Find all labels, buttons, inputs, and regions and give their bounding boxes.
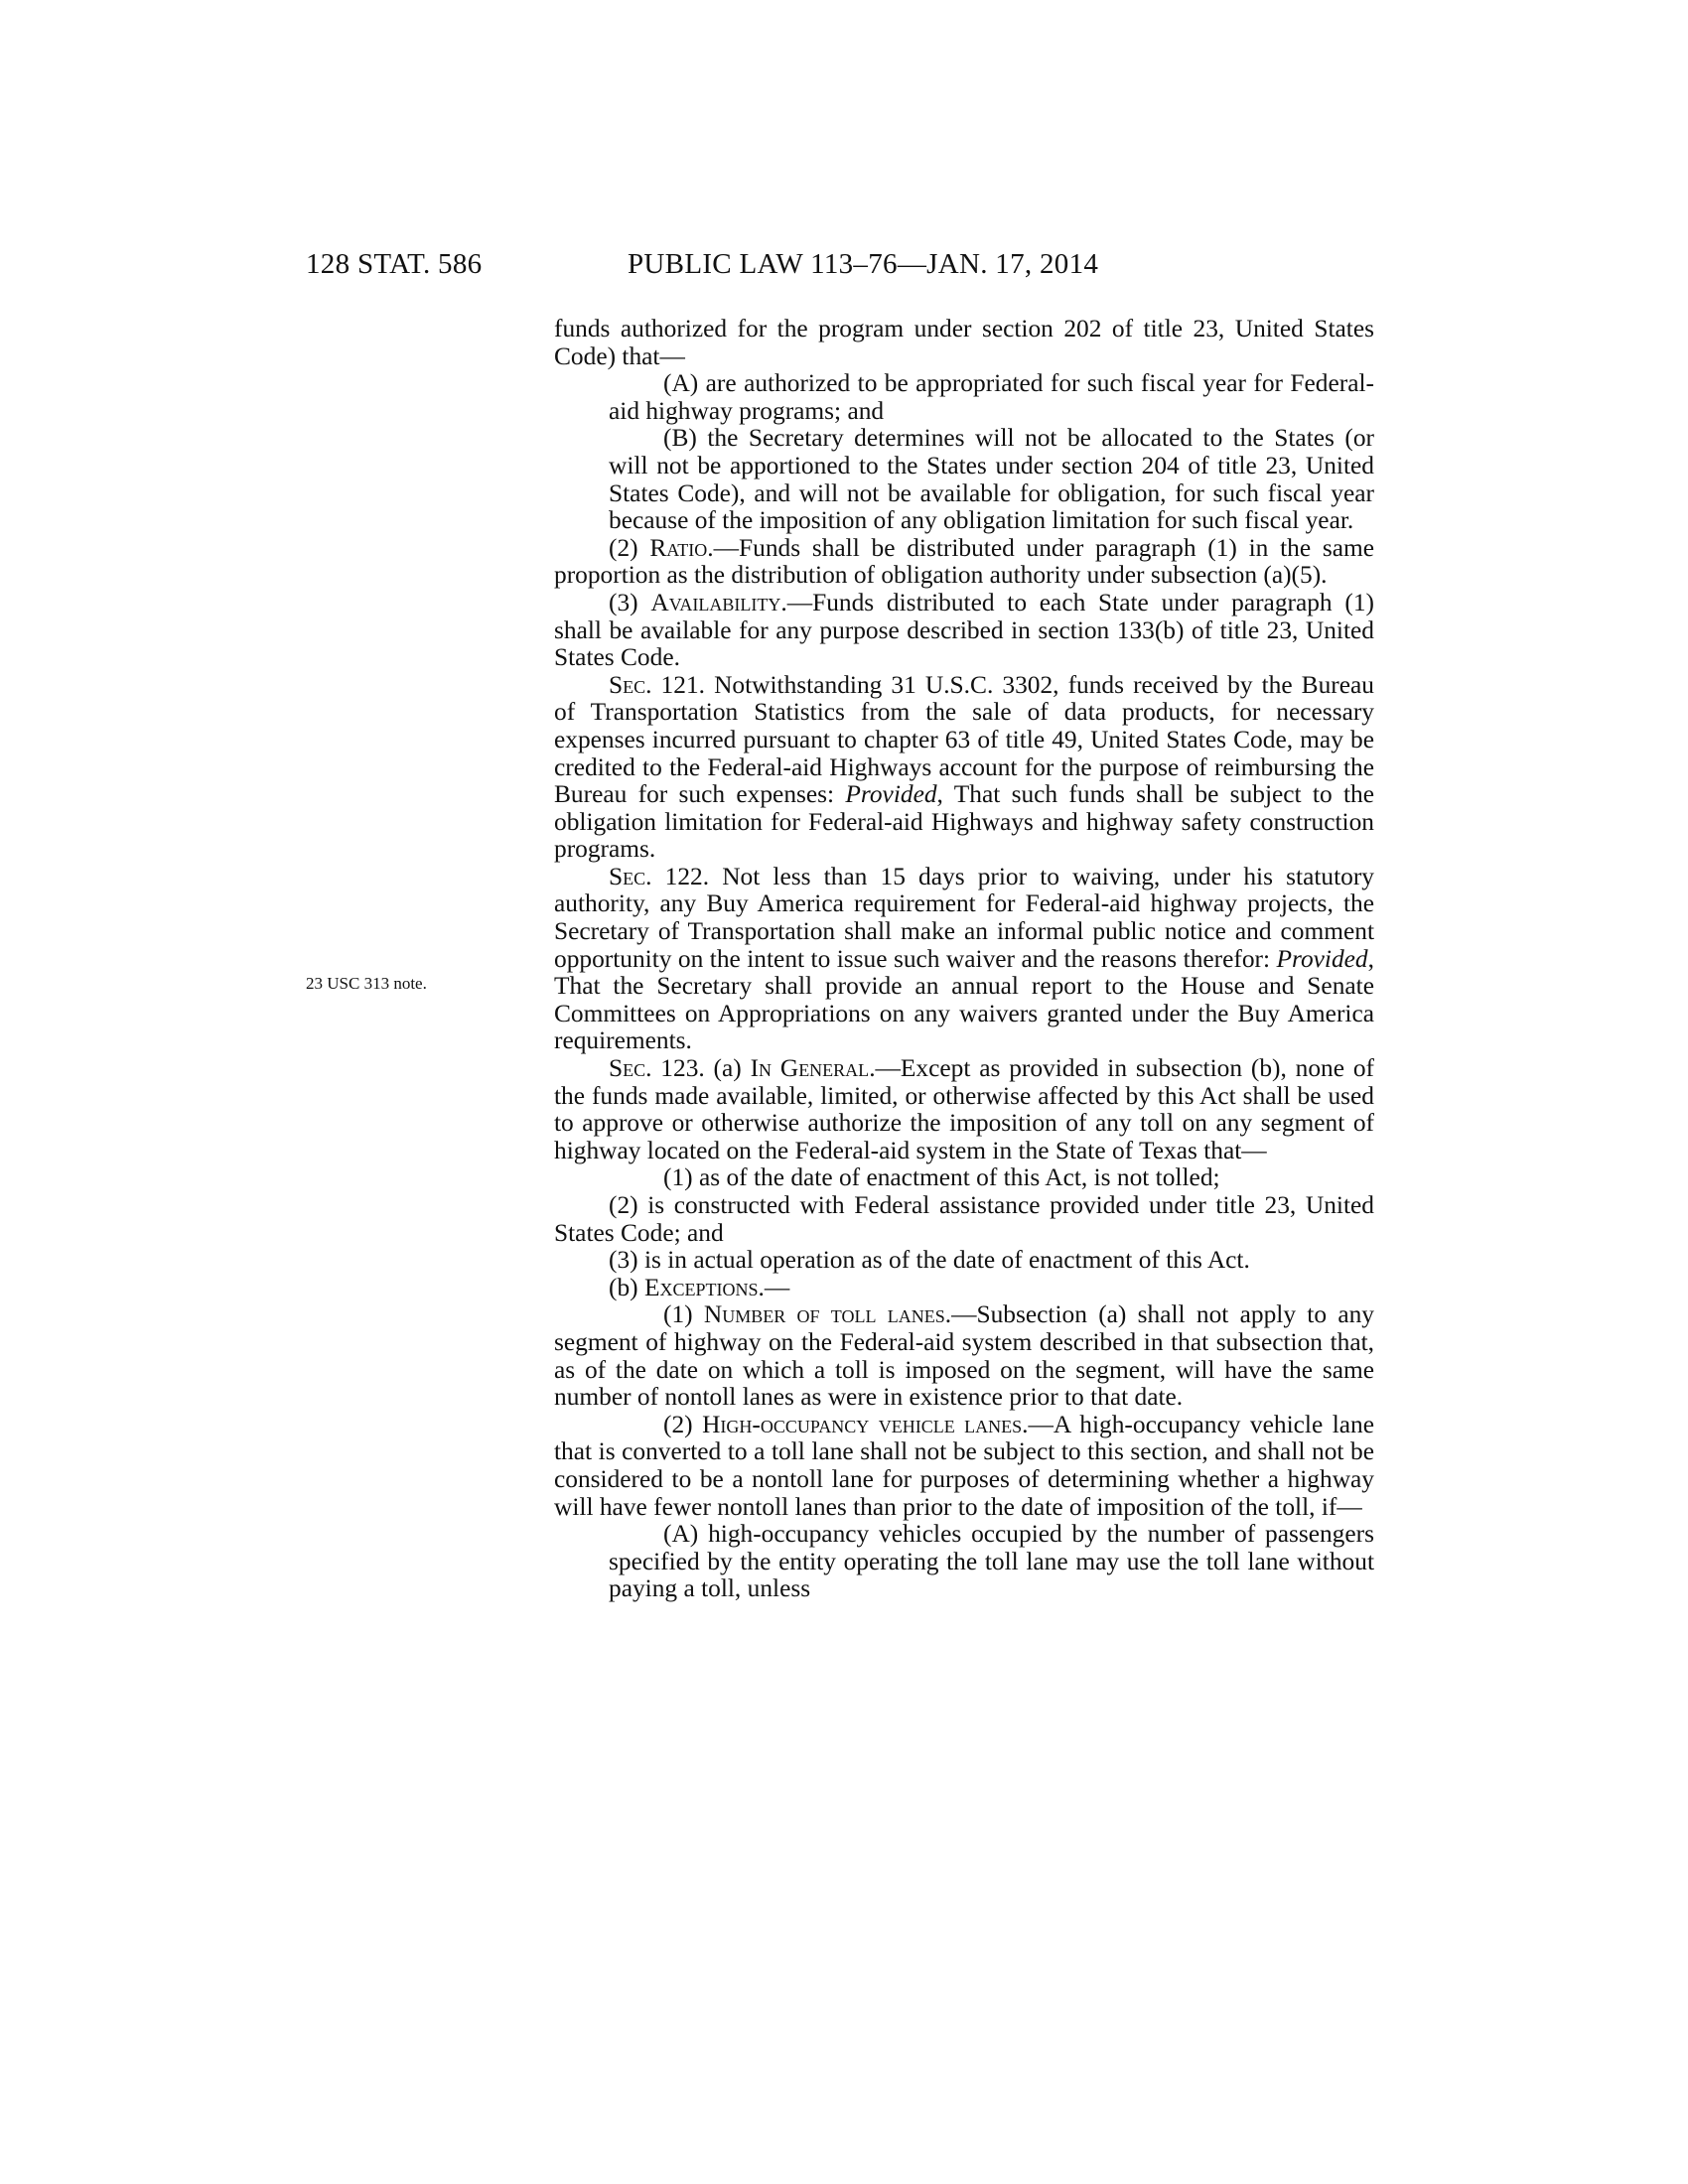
paragraph-availability — [554, 590, 1374, 672]
clause-1: (1) as of the date of enactment of this Act, is not tolled; — [663, 1163, 1220, 1192]
paragraph-continuation: funds authorized for the program under section 202 of title 23, United States Code) that— — [554, 315, 1374, 370]
provided-term: Provided — [1276, 944, 1368, 973]
paragraph-heading: High-occupancy vehicle lanes — [702, 1410, 1023, 1438]
section-label: Sec. — [609, 670, 652, 699]
paragraph-number: (2) — [663, 1410, 703, 1438]
clause-2: (2) is constructed with Federal assistance provided under title 23, United States Code; and — [554, 1191, 1374, 1247]
paragraph-text: .—A high-occupancy vehicle lane that is converted to a toll lane shall not be subject to this section, and shall not be considered to be a nontoll lane for purposes of determining whether a highway will have fewer nontoll lanes than prior to the date of imposition of the toll, if— — [554, 1410, 1374, 1521]
section-text: , That such funds shall be subject to the obligation limitation for Federal-aid Highways and highway safety construction programs. — [554, 780, 1374, 864]
provided-term: Provided — [845, 780, 937, 809]
section-text: , That the Secretary shall provide an annual report to the House and Senate Committees on Appropriations on any waivers granted under the Buy America requirements. — [554, 944, 1374, 1055]
section-heading: In General — [750, 1054, 870, 1083]
paragraph-number: (3) — [609, 588, 638, 616]
paragraph-toll-lanes — [554, 1301, 1374, 1411]
section-122 — [554, 864, 1374, 1055]
paragraph-text: .—Funds shall be distributed under paragraph (1) in the same proportion as the distribution of obligation authority under subsection (a)(5). — [554, 533, 1374, 590]
page-header — [0, 248, 1688, 288]
section-label: Sec. — [609, 1054, 652, 1083]
section-number: 123. (a) — [651, 1054, 751, 1083]
paragraph-heading: Availability — [650, 588, 781, 616]
paragraph-hov-lanes — [554, 1412, 1374, 1521]
section-121 — [554, 672, 1374, 864]
subsection-text: .— — [758, 1273, 790, 1301]
statute-reference: 128 STAT. 586 — [306, 248, 483, 280]
margin-note: 23 USC 313 note. — [306, 974, 427, 993]
subparagraph-a: (A) are authorized to be appropriated for such fiscal year for Federal-aid highway programs; and — [609, 369, 1374, 425]
paragraph-text: .—Funds distributed to each State under paragraph (1) shall be available for any purpose described in section 133(b) of title 23, United States Code. — [554, 588, 1374, 672]
public-law-title: PUBLIC LAW 113–76—JAN. 17, 2014 — [628, 248, 1099, 280]
paragraph-heading: Number of toll lanes — [703, 1300, 945, 1329]
section-text: 122. Not less than 15 days prior to waiving, under his statutory authority, any Buy America requirement for Federal-aid highway projects, the Secretary of Transportation shall make an informal public notice and comment opportunity on the intent to issue such waiver and the reasons therefor: — [554, 862, 1374, 973]
section-text: 121. Notwithstanding 31 U.S.C. 3302, funds received by the Bureau of Transportation Statistics from the sale of data products, for necessary expenses incurred pursuant to chapter 63 of title 49, United States Code, may be credited to the Federal-aid Highways account for the purpose of reimbursing the Bureau for such expenses: — [554, 670, 1374, 809]
subsection-number: (b) — [609, 1273, 644, 1301]
subsection-heading: Exceptions — [643, 1273, 759, 1301]
paragraph-number: (1) — [663, 1300, 704, 1329]
section-123 — [554, 1055, 1374, 1164]
subsection-b — [554, 1275, 1374, 1302]
paragraph-text: .—Subsection (a) shall not apply to any segment of highway on the Federal-aid system described in that subsection that, as of the date on which a toll is imposed on the segment, will have the same number of nontoll lanes as were in existence prior to that date. — [554, 1300, 1374, 1412]
paragraph-ratio — [554, 535, 1374, 590]
paragraph-number: (2) — [609, 533, 638, 562]
document-body — [554, 316, 1374, 1603]
section-text: .—Except as provided in subsection (b), none of the funds made available, limited, or otherwise affected by this Act shall be used to approve or otherwise authorize the imposition of any toll on any segment of highway located on the Federal-aid system in the State of Texas that— — [554, 1054, 1374, 1164]
subparagraph-hov-a: (A) high-occupancy vehicles occupied by the number of passengers specified by the entity operating the toll lane may use the toll lane without paying a toll, unless — [609, 1520, 1374, 1603]
subparagraph-b: (B) the Secretary determines will not be allocated to the States (or will not be apportioned to the States under section 204 of title 23, United States Code), and will not be available for obligation, for such fiscal year because of the imposition of any obligation limitation for such fiscal year. — [609, 424, 1374, 535]
paragraph-heading: Ratio — [649, 533, 708, 562]
clause-3: (3) is in actual operation as of the date of enactment of this Act. — [609, 1246, 1250, 1275]
section-label: Sec. — [609, 862, 652, 890]
